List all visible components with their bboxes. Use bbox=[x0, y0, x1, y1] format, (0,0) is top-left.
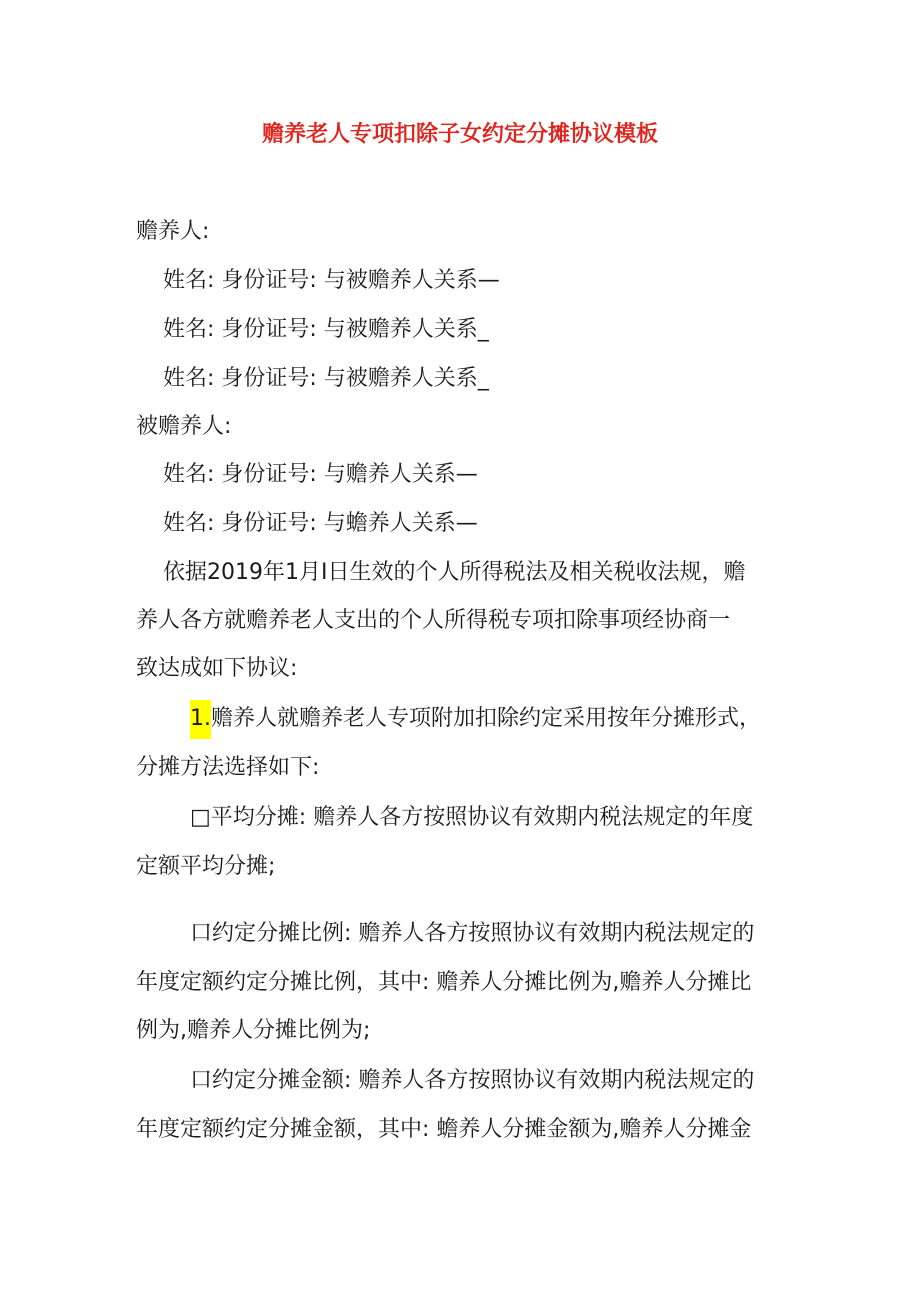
option-amount-line-2: 年度定额约定分摊金额，其中: 蟾养人分摊金额为,赡养人分摊金 bbox=[136, 1117, 752, 1142]
clause-1-number-highlight: 1. bbox=[190, 700, 211, 739]
supporters-heading: 赡养人: bbox=[136, 219, 210, 244]
option-ratio-line-2: 年度定额约定分摊比例，其中: 赡养人分摊比例为,赡养人分摊比 bbox=[136, 970, 752, 995]
option-amount-line-1: 口约定分摊金额: 赡养人各方按照协议有效期内税法规定的 bbox=[190, 1068, 755, 1093]
supported-row-2: 姓名: 身份证号: 与蟾养人关系— bbox=[163, 511, 478, 536]
option-equal-line-1: □平均分摊: 赡养人各方按照协议有效期内税法规定的年度 bbox=[190, 805, 754, 830]
clause-1-line-2: 分摊方法选择如下: bbox=[136, 755, 320, 780]
intro-line-3: 致达成如下协议: bbox=[136, 656, 298, 681]
supporter-row-1: 姓名: 身份证号: 与被赡养人关系— bbox=[163, 268, 500, 293]
document-title: 赡养老人专项扣除子女约定分摊协议模板 bbox=[261, 122, 658, 147]
supporter-row-2: 姓名: 身份证号: 与被赡养人关系_ bbox=[163, 317, 489, 342]
option-ratio-line-3: 例为,赡养人分摊比例为; bbox=[136, 1018, 371, 1043]
intro-line-2: 养人各方就赡养老人支出的个人所得税专项扣除事项经协商一 bbox=[136, 608, 731, 633]
supporter-row-3: 姓名: 身份证号: 与被赡养人关系_ bbox=[163, 366, 489, 391]
intro-line-1: 依据2019年1月I日生效的个人所得税法及相关税收法规，赡 bbox=[163, 560, 746, 585]
option-equal-line-2: 定额平均分摊; bbox=[136, 854, 276, 879]
supported-heading: 被赡养人: bbox=[136, 414, 232, 439]
option-ratio-line-1: 口约定分摊比例: 赡养人各方按照协议有效期内税法规定的 bbox=[190, 921, 755, 946]
clause-1-line-1 bbox=[190, 702, 761, 736]
clause-1-text: 赡养人就赡养老人专项附加扣除约定采用按年分摊形式， bbox=[211, 706, 762, 731]
supported-row-1: 姓名: 身份证号: 与赡养人关系— bbox=[163, 462, 478, 487]
